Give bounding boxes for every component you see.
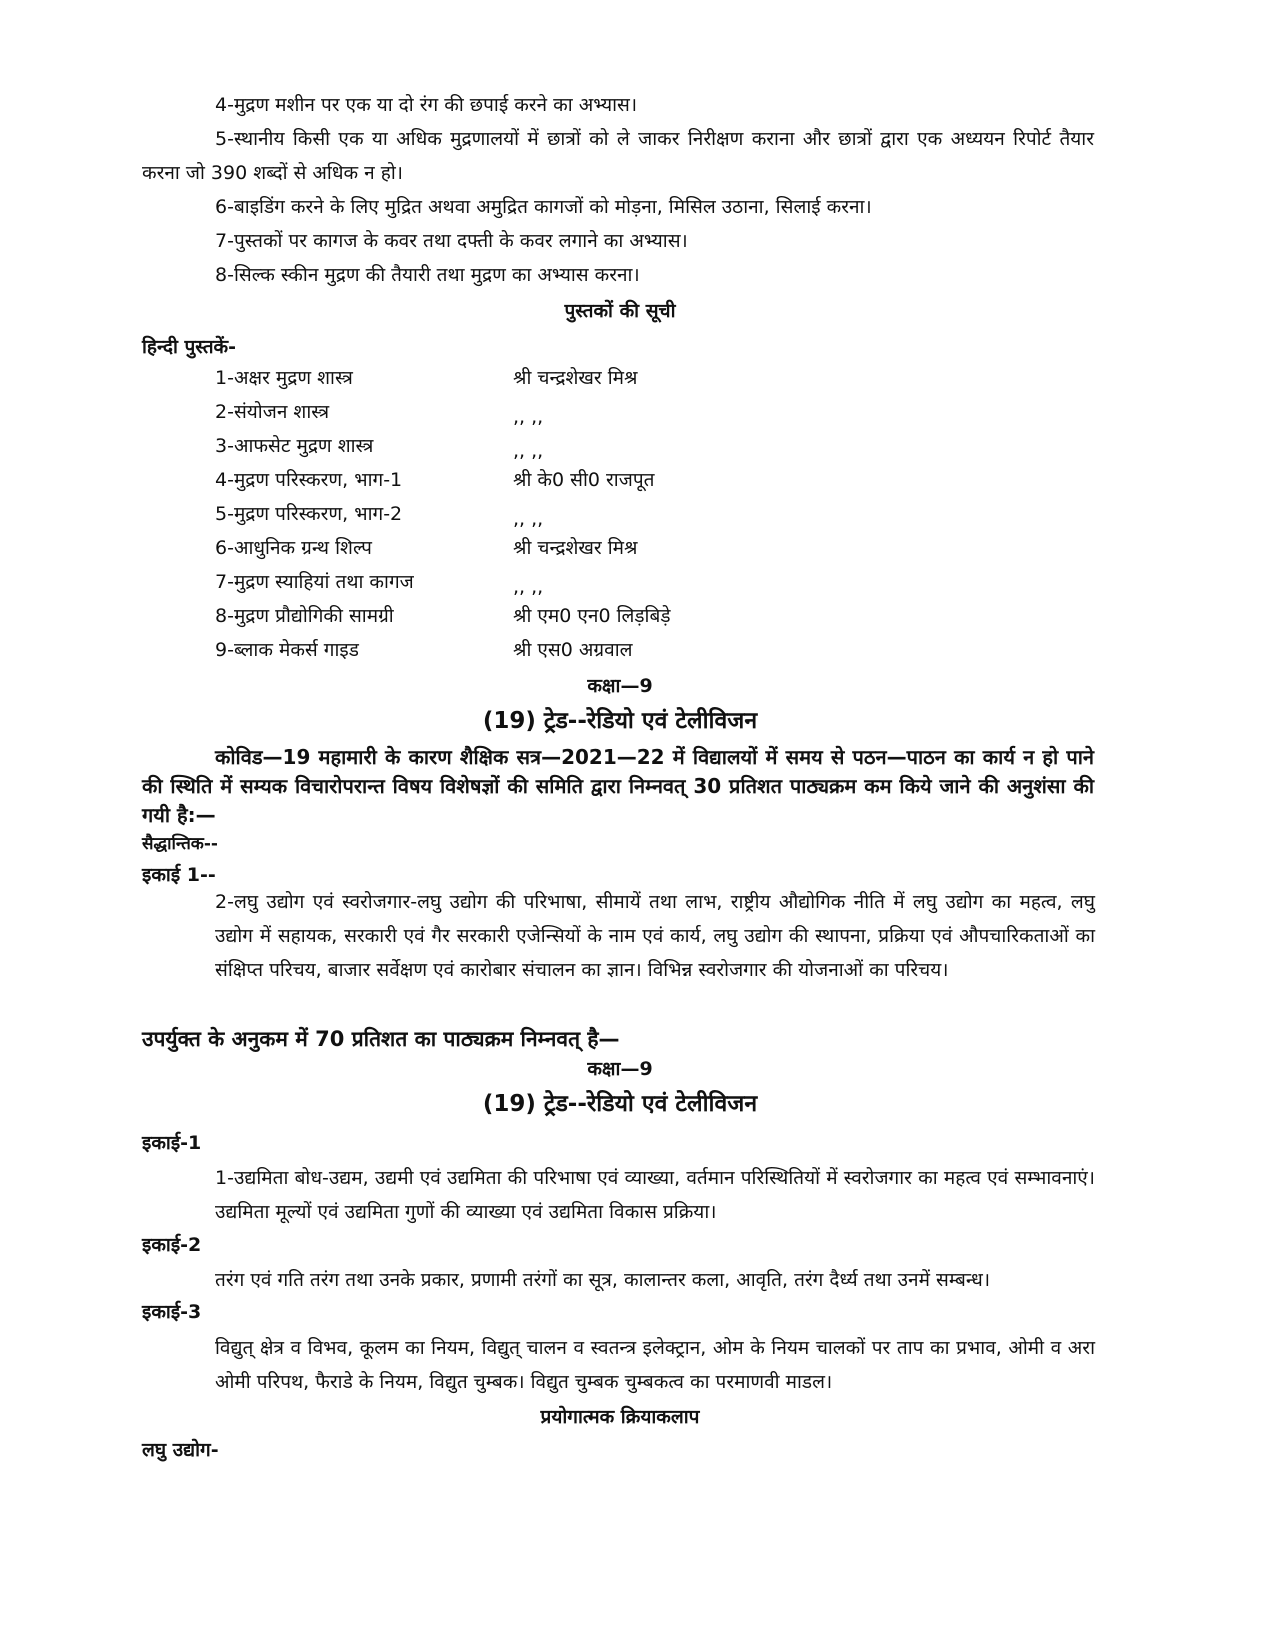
book-author: श्री के0 सी0 राजपूत — [513, 469, 655, 491]
unit-1-label: इकाई-1 — [142, 1132, 202, 1154]
book-author: ,, ,, — [513, 576, 544, 598]
practical-item-7: 7-पुस्तकों पर कागज के कवर तथा दफ्ती के कवर लगाने का अभ्यास। — [215, 230, 688, 252]
book-title: 9-ब्लाक मेकर्स गाइड — [215, 639, 359, 661]
book-title: 2-संयोजन शास्त्र — [215, 401, 330, 423]
book-author: श्री एस0 अग्रवाल — [513, 639, 633, 661]
practical-item-6: 6-बाइडिंग करने के लिए मुद्रित अथवा अमुद्रित कागजों को मोड़ना, मिसिल उठाना, सिलाई करना। — [215, 196, 872, 218]
book-title: 8-मुद्रण प्रौद्योगिकी सामग्री — [215, 605, 394, 627]
reduced-unit-text — [215, 885, 1095, 987]
book-author: ,, ,, — [513, 440, 544, 462]
book-author: श्री चन्द्रशेखर मिश्र — [513, 537, 638, 559]
book-title: 7-मुद्रण स्याहियां तथा कागज — [215, 571, 414, 593]
book-author: ,, ,, — [513, 406, 544, 428]
syllabus-70-line: उपर्युक्त के अनुकम में 70 प्रतिशत का पाठ्यक्रम निम्नवत् है— — [142, 1027, 620, 1051]
book-author: श्री एम0 एन0 लिड़बिड़े — [513, 605, 671, 627]
trade-title: (19) ट्रेड--रेडियो एवं टेलीविजन — [482, 708, 758, 734]
reduced-unit-label: इकाई 1-- — [142, 864, 216, 886]
unit-1-text: 1-उद्यमिता बोध-उद्यम, उद्यमी एवं उद्यमिता की परिभाषा एवं व्याख्या, वर्तमान परिस्थितियों में स्वरोजगार का महत्व एवं सम्भावनाएं। उद्यमिता मूल्यों एवं उद्यमिता गुणों की व्याख्या एवं उद्यमिता विकास प्रक्रिया। — [215, 1167, 1095, 1223]
small-industry-label: लघु उद्योग- — [142, 1439, 219, 1461]
unit-2-label: इकाई-2 — [142, 1234, 202, 1256]
trade-title-2: (19) ट्रेड--रेडियो एवं टेलीविजन — [482, 1091, 758, 1117]
reduced-unit-content: 2-लघु उद्योग एवं स्वरोजगार-लघु उद्योग की परिभाषा, सीमायें तथा लाभ, राष्ट्रीय औद्योगिक नीति में लघु उद्योग का महत्व, लघु उद्योग में सहायक, सरकारी एवं गैर सरकारी एजेन्सियों के नाम एवं कार्य, लघु उद्योग की स्थापना, प्रक्रिया एवं औपचारिकताओं का संक्षिप्त परिचय, बाजार सर्वेक्षण एवं कारोबार संचालन का ज्ञान। विभिन्न स्वरोजगार की योजनाओं का परिचय। — [215, 891, 1095, 981]
practical-item-5: 5-स्थानीय किसी एक या अधिक मुद्रणालयों में छात्रों को ले जाकर निरीक्षण कराना और छात्रों द्वारा एक अध्ययन रिपोर्ट तैयार करना जो 390 शब्दों से अधिक न हो। — [142, 128, 1094, 184]
book-title: 4-मुद्रण परिस्करण, भाग-1 — [215, 469, 403, 491]
practical-heading: प्रयोगात्मक क्रियाकलाप — [540, 1406, 700, 1428]
book-title: 6-आधुनिक ग्रन्थ शिल्प — [215, 537, 372, 559]
books-heading: पुस्तकों की सूची — [564, 300, 676, 322]
book-author: ,, ,, — [513, 508, 544, 530]
class-label: कक्षा—9 — [587, 675, 653, 697]
theory-label: सैद्धान्तिक-- — [142, 834, 218, 854]
book-title: 1-अक्षर मुद्रण शास्त्र — [215, 367, 353, 389]
covid-note: कोविड—19 महामारी के कारण शैक्षिक सत्र—2021—22 में विद्यालयों में समय से पठन—पाठन का कार्य न हो पाने की स्थिति में सम्यक विचारोपरान्त विषय विशेषज्ञों की समिति द्वारा निम्नवत् 30 प्रतिशत पाठ्यक्रम कम किये जाने की अनुशंसा की गयी है:— — [142, 745, 1094, 827]
hindi-books-label: हिन्दी पुस्तकें- — [142, 336, 236, 358]
unit-3-text: विद्युत् क्षेत्र व विभव, कूलम का नियम, विद्युत् चालन व स्वतन्त्र इलेक्ट्रान, ओम के नियम चालकों पर ताप का प्रभाव, ओमी व अरा ओमी परिपथ, फैराडे के नियम, विद्युत चुम्बक। विद्युत चुम्बक चुम्बकत्व का परमाणवी माडल। — [215, 1337, 1095, 1393]
unit-3-label: इकाई-3 — [142, 1301, 202, 1323]
practical-item-8: 8-सिल्क स्कीन मुद्रण की तैयारी तथा मुद्रण का अभ्यास करना। — [215, 264, 640, 286]
book-title: 3-आफसेट मुद्रण शास्त्र — [215, 435, 374, 457]
book-title: 5-मुद्रण परिस्करण, भाग-2 — [215, 503, 403, 525]
practical-item-4: 4-मुद्रण मशीन पर एक या दो रंग की छपाई करने का अभ्यास। — [215, 94, 638, 116]
class-label-2: कक्षा—9 — [587, 1058, 653, 1080]
unit-2-text: तरंग एवं गति तरंग तथा उनके प्रकार, प्रणामी तरंगों का सूत्र, कालान्तर कला, आवृति, तरंग दैर्ध्य तथा उनमें सम्बन्ध। — [215, 1269, 991, 1291]
book-author: श्री चन्द्रशेखर मिश्र — [513, 367, 638, 389]
